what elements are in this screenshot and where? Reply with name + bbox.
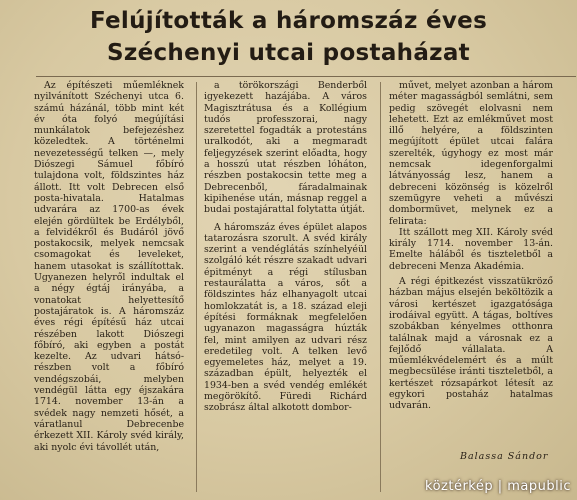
headline-line-1: Felújították a háromszáz éves [89, 8, 488, 34]
column-divider [196, 82, 197, 492]
column-1-text: Az építészeti műemléknek nyilvánított Széchenyi utca 6. számú házánál, több mint két év óta folyó megújítási munkálatok befejezéshez közeledtek. A történelmi nevezetességű telken —, mely Diószegi Sámuel főbíró tulajdona volt, földszintes ház állott. Itt volt Debrecen első posta-hivatala. Hatalmas udvarára az 1700-as évek elején gördültek be Erdélyből, a felvidékről és Budáról jövő postakocsik, melyek nemcsak csomagokat és leveleket, hanem utasokat is szállítottak. Ugyanezen helyről indultak el a négy égtáj irányába, a vonatokat helyettesítő postajáratok is. A háromszáz éves régi építésű ház utcai részében lakott Diószegi főbíró, aki egyben a postát kezelte. Az udvari hátsó-részben volt a főbíró vendégszobái, melyben vendégül látta egy éjszakára 1714. november 13-án a svédek nagy nemzeti hősét, a váratlanul Debrecenbe érkezett XII. Károly svéd király, aki nyolc évi távollét után, [34, 80, 184, 453]
column-2-text: a törökországi Benderből igyekezett hazájába. A város Magisztrátusa és a Kollégium tudós professzorai, nagy szeretettel fogadták a protestáns uralkodót, aki a megmaradt feljegyzések szerint előadta, hogy a hosszú utat részben lóháton, részben postakocsin tette meg a Debrecenből, fáradalmainak kipihenése után, másnap reggel a budai postajárattal folytatta útját. [204, 80, 367, 216]
column-2-text-b: A háromszáz éves épület alapos tatarozásra szorult. A svéd király szerint a vendéglátás színhelyéül szolgáló két részre szakadt udvari épitményt a régi stílusban restaurálatta a város, sőt a földszintes ház elhanyagolt utcai homlokzatát is, a 18. század eleji építési formáknak megfelelően ugyanazon magasságra húzták fel, mint amilyen az udvari rész eredetileg volt. A telken levő egyemeletes ház, melyet a 19. században épült, helyezték el 1934-ben a svéd vendég emlékét megörökítő. Füredi Richárd szobrász által alkotott dombor- [204, 221, 367, 414]
watermark: köztérkép | mapublic [425, 479, 571, 494]
column-3-text: művet, melyet azonban a három méter magasságból semlátni, sem pedig szövegét elolvasni nem lehetett. Ezt az emlékművet most illő helyére, a földszinten megújított épület utcai falára szerelték, úgyhogy ez most már nemcsak idegenforgalmi látványosság lesz, hanem a debreceni közönség is közelről szemügyre veheti a művészi dombormüvet, melynek ez a felirata: [389, 80, 553, 227]
column-3-text-b: Itt szállott meg XII. Károly svéd király 1714. november 13-án. Emelte háláből és tiszteletből a debreceni Menza Akadémia. [389, 226, 553, 272]
headline-line-2: Széchenyi utcai postaházat [107, 40, 470, 66]
article-column-3 [389, 80, 553, 412]
author-signature: Balassa Sándor [460, 451, 549, 462]
article-column-2 [204, 80, 367, 414]
headline-rule [36, 76, 576, 77]
column-divider [380, 82, 381, 492]
article-column-1 [34, 80, 184, 453]
column-3-text-c: A régi épitkezést visszatükröző házban május elsején beköltözik a városi kertészet igazgatósága irodáival együtt. A tágas, boltíves szobákban kényelmes otthonra találnak majd a városnak ez a fejlődő vállalata. A műemlékvédelemért és a múlt megbecsülése iránti tiszteletből, a kertészet rózsapárkot létesít az egykori postaház hatalmas udvarán. [389, 276, 553, 412]
